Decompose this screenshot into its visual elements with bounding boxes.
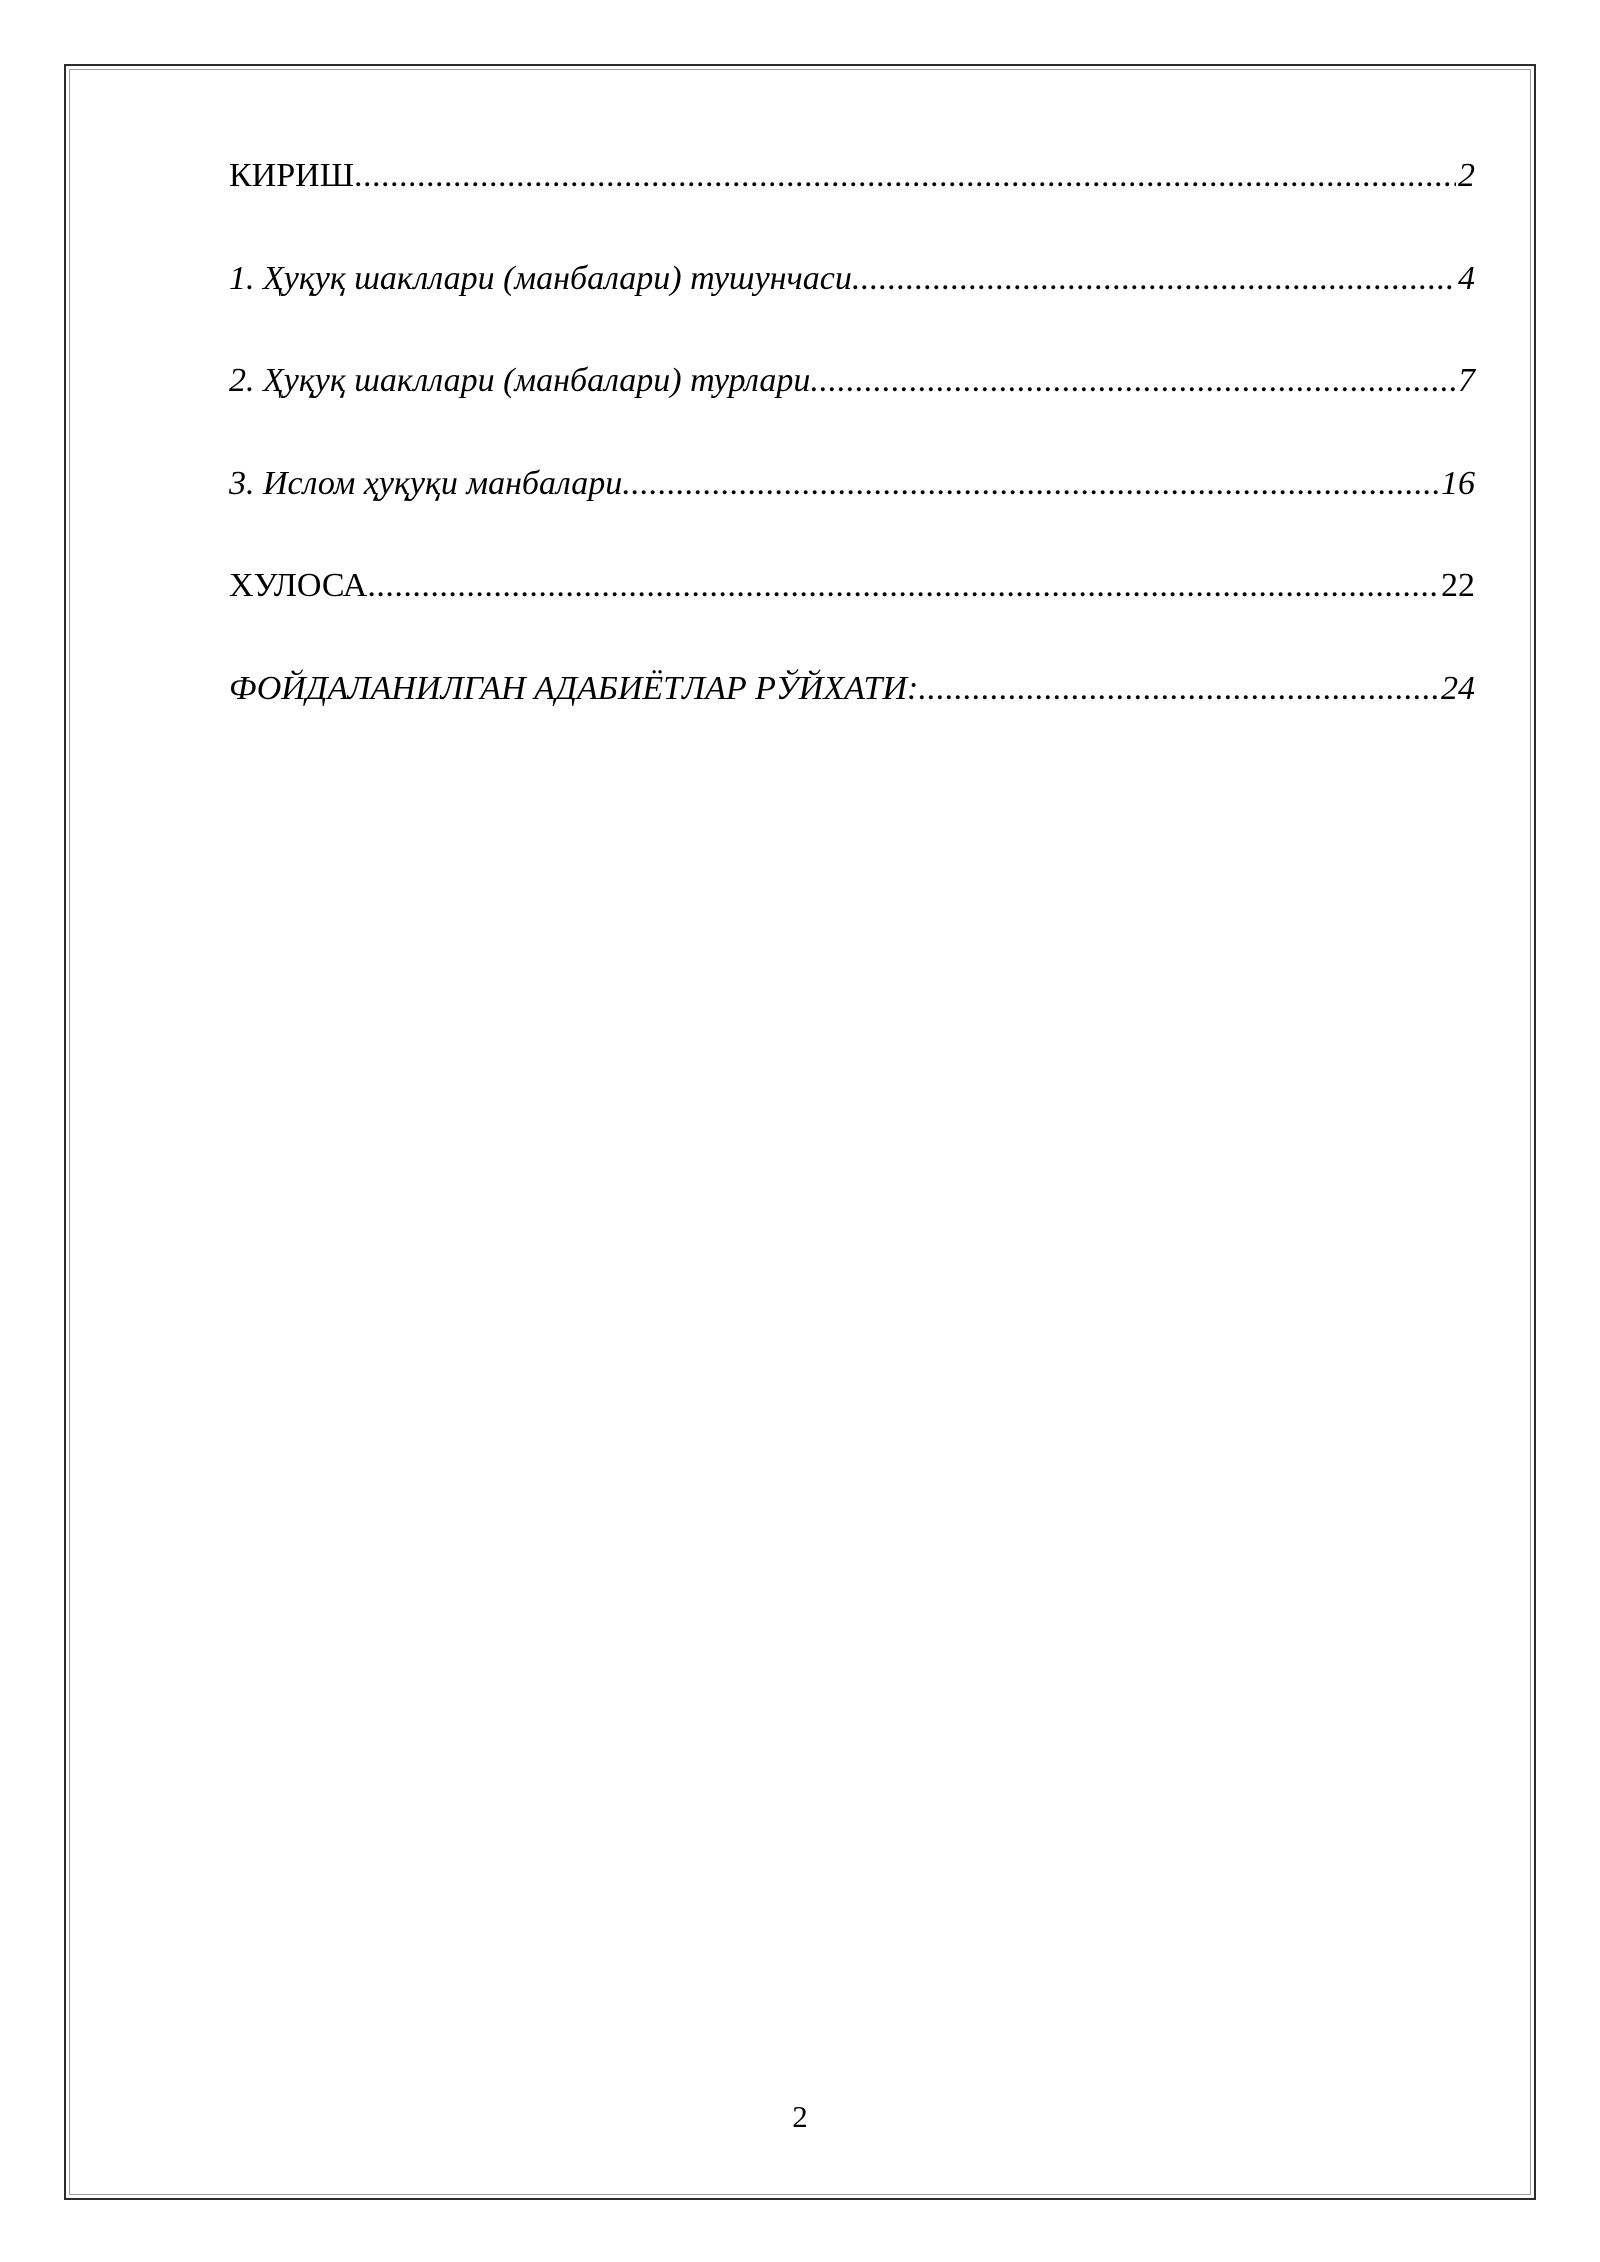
toc-dot-leader: [852, 248, 1456, 310]
toc-dot-leader: [810, 350, 1456, 412]
table-of-contents: [229, 145, 1475, 760]
toc-entry-page: 16: [1441, 464, 1475, 502]
toc-entry-chapter-3[interactable]: [229, 453, 1475, 556]
toc-dot-leader: [918, 658, 1439, 720]
toc-entry-page: 22: [1441, 567, 1475, 604]
toc-entry-introduction[interactable]: [229, 145, 1475, 248]
toc-entry-chapter-2[interactable]: [229, 350, 1475, 453]
toc-entry-page: 7: [1458, 362, 1475, 399]
toc-entry-page: 2: [1458, 157, 1475, 194]
toc-dot-leader: [622, 453, 1439, 515]
toc-entry-bibliography[interactable]: [229, 658, 1475, 761]
page-number: 2: [792, 2099, 808, 2134]
toc-entry-page: 24: [1441, 669, 1475, 707]
toc-entry-title: 3. Ислом ҳуқуқи манбалари: [229, 464, 623, 502]
toc-entry-title: ХУЛОСА: [229, 567, 368, 604]
toc-entry-title: КИРИШ: [229, 157, 354, 194]
toc-entry-title: 2. Ҳуқуқ шакллари (манбалари) турлари: [229, 362, 811, 399]
toc-entry-page: 4: [1458, 259, 1475, 297]
toc-entry-title: ФОЙДАЛАНИЛГАН АДАБИЁТЛАР РЎЙХАТИ:: [229, 669, 919, 707]
toc-entry-conclusion[interactable]: [229, 555, 1475, 658]
toc-dot-leader: [354, 145, 1456, 207]
toc-entry-title: 1. Ҳуқуқ шакллари (манбалари) тушунчаси: [229, 259, 852, 297]
toc-entry-chapter-1[interactable]: [229, 248, 1475, 351]
toc-dot-leader: [367, 555, 1439, 617]
